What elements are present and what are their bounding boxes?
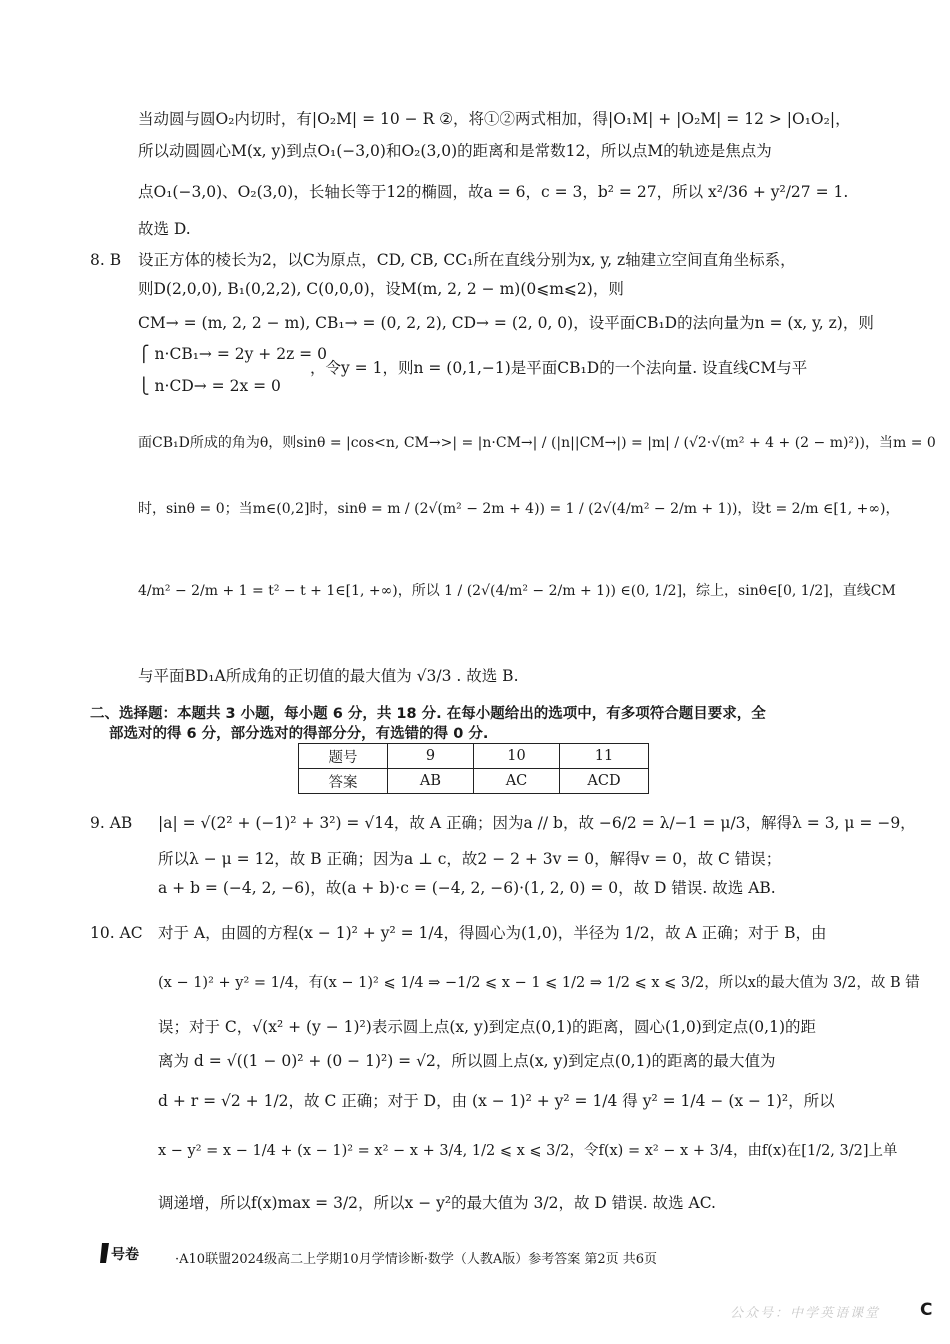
text-line: 所以λ − μ = 12，故 B 正确；因为a ⊥ c，故2 − 2 + 3v = 0，解得v = 0，故 C 错误； [158,850,782,868]
text-line: 所以动圆圆心M(x, y)到点O₁(−3,0)和O₂(3,0)的距离和是常数12，所以点M的轨迹是焦点为 [138,142,772,160]
table-row [299,769,649,794]
watermark: 公众号：中学英语课堂 [730,1306,881,1321]
equation-system-bottom: ⎩ n·CD→ = 2x = 0 [138,377,281,395]
question-number: 8. B [90,251,122,269]
text-line: 则D(2,0,0), B₁(0,2,2), C(0,0,0)，设M(m, 2, 2 − m)(0⩽m⩽2)，则 [138,280,624,298]
text-line: 与平面BD₁A所成角的正切值的最大值为 √3/3 . 故选 B. [138,667,519,685]
text-line: 故选 D. [138,220,191,238]
text-line: x − y² = x − 1/4 + (x − 1)² = x² − x + 3/4, 1/2 ⩽ x ⩽ 3/2，令f(x) = x² − x + 3/4，由f(x)在[1/2, 3/2]上单 [158,1143,898,1159]
text-line: 当动圆与圆O₂内切时，有|O₂M| = 10 − R ②，将①②两式相加，得|O₁M| + |O₂M| = 12 > |O₁O₂|， [138,110,851,128]
text-line: 面CB₁D所成的角为θ，则sinθ = |cos<n, CM→>| = |n·CM→| / (|n||CM→|) = |m| / (√2·√(m² + 4 + (2 − m)²))，当m = 0 [138,435,936,451]
table-cell: AC [474,769,560,794]
equation-system-top: ⎧ n·CB₁→ = 2y + 2z = 0 [138,345,327,363]
text-line: 误；对于 C，√(x² + (y − 1)²)表示圆上点(x, y)到定点(0,1)的距离，圆心(1,0)到定点(0,1)的距 [158,1018,817,1036]
section-heading-cont: 部选对的得 6 分，部分选对的得部分分，有选错的得 0 分. [109,726,489,742]
table-cell: 答案 [299,769,388,794]
logo-text: 号卷 [111,1247,139,1263]
table-cell: 11 [560,744,649,769]
corner-mark: C [920,1300,933,1320]
table-cell: 10 [474,744,560,769]
answer-table [298,743,649,794]
text-line: 调递增，所以f(x)max = 3/2，所以x − y²的最大值为 3/2，故 D 错误. 故选 AC. [158,1194,716,1212]
text-line: 4/m² − 2/m + 1 = t² − t + 1∈[1, +∞)，所以 1 / (2√(4/m² − 2/m + 1)) ∈(0, 1/2]，综上，sinθ∈[0, 1/2]，直线CM [138,583,896,599]
table-cell: ACD [560,769,649,794]
text-line: 时，sinθ = 0；当m∈(0,2]时，sinθ = m / (2√(m² − 2m + 4)) = 1 / (2√(4/m² − 2/m + 1))，设t = 2/m ∈[1, +∞)， [138,501,900,517]
text-line: CM→ = (m, 2, 2 − m), CB₁→ = (0, 2, 2), CD→ = (2, 0, 0)，设平面CB₁D的法向量为n = (x, y, z)，则 [138,314,874,332]
table-cell: AB [388,769,474,794]
table-row [299,744,649,769]
table-cell: 9 [388,744,474,769]
logo-icon [98,1240,139,1266]
text-line: 点O₁(−3,0)、O₂(3,0)，长轴长等于12的椭圆，故a = 6，c = 3，b² = 27，所以 x²/36 + y²/27 = 1. [138,183,849,201]
text-line: a + b = (−4, 2, −6)，故(a + b)·c = (−4, 2, −6)·(1, 2, 0) = 0，故 D 错误. 故选 AB. [158,879,776,897]
table-cell: 题号 [299,744,388,769]
question-number: 9. AB [90,814,133,832]
text-line: |a| = √(2² + (−1)² + 3²) = √14，故 A 正确；因为a // b，故 −6/2 = λ/−1 = μ/3，解得λ = 3, μ = −9， [158,814,916,832]
text-line: 设正方体的棱长为2，以C为原点，CD, CB, CC₁所在直线分别为x, y, z轴建立空间直角坐标系， [138,251,796,269]
footer-text: ·A10联盟2024级高二上学期10月学情诊断·数学（人教A版）参考答案 第2页 共6页 [175,1252,658,1267]
text-line: ，令y = 1，则n = (0,1,−1)是平面CB₁D的一个法向量. 设直线CM与平 [310,359,808,377]
text-line: 离为 d = √((1 − 0)² + (0 − 1)²) = √2，所以圆上点(x, y)到定点(0,1)的距离的最大值为 [158,1052,776,1070]
question-number: 10. AC [90,924,143,942]
section-heading: 二、选择题：本题共 3 小题，每小题 6 分，共 18 分. 在每小题给出的选项中，有多项符合题目要求，全 [90,706,766,722]
text-line: d + r = √2 + 1/2，故 C 正确；对于 D，由 (x − 1)² + y² = 1/4 得 y² = 1/4 − (x − 1)²，所以 [158,1092,835,1110]
text-line: (x − 1)² + y² = 1/4，有(x − 1)² ⩽ 1/4 ⇒ −1/2 ⩽ x − 1 ⩽ 1/2 ⇒ 1/2 ⩽ x ⩽ 3/2，所以x的最大值为 3/2，故 B 错 [158,975,920,991]
text-line: 对于 A，由圆的方程(x − 1)² + y² = 1/4，得圆心为(1,0)，半径为 1/2，故 A 正确；对于 B，由 [158,924,827,942]
